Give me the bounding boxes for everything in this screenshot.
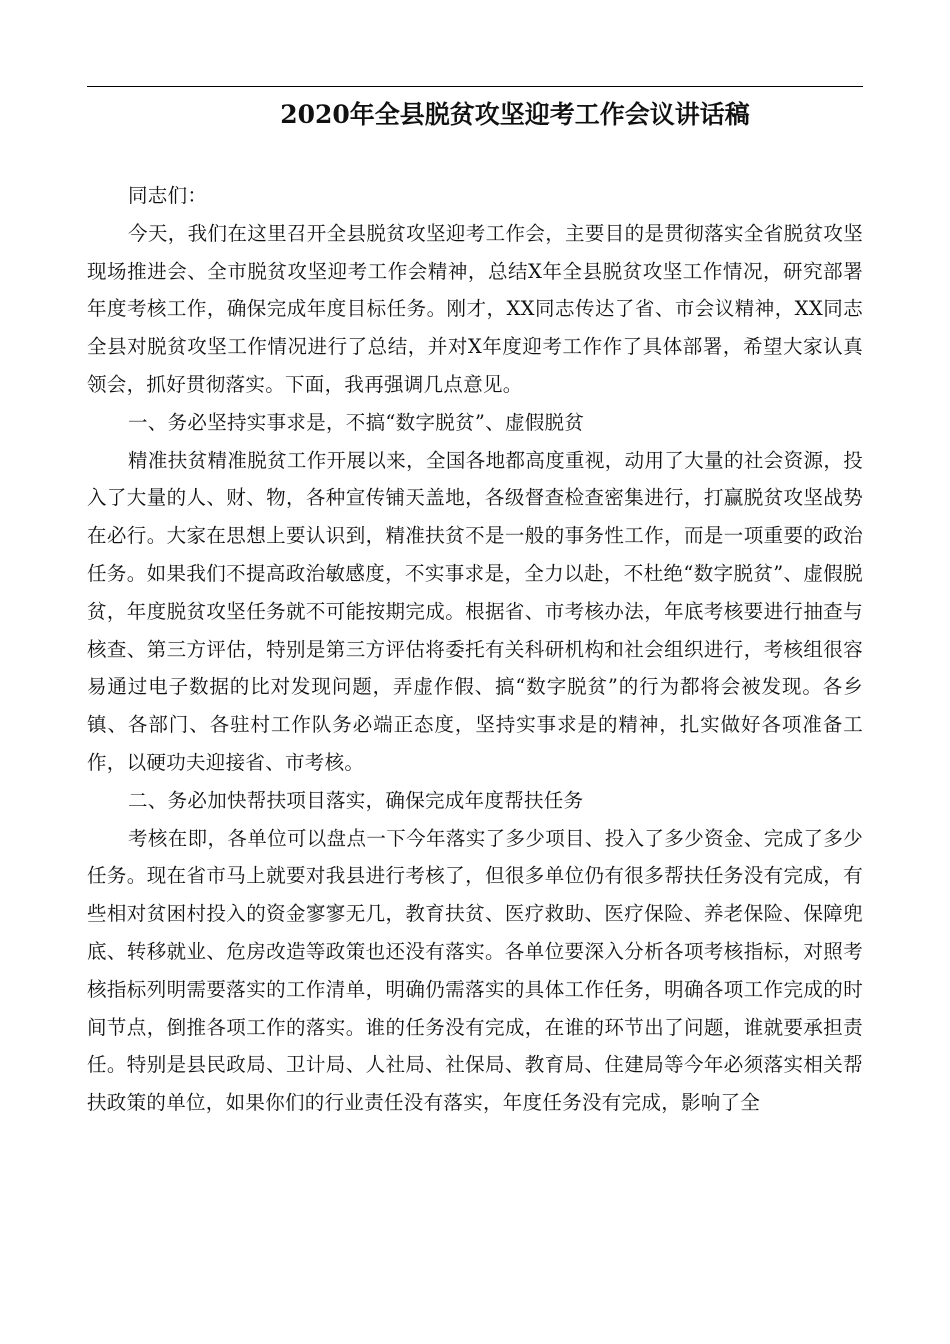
header-rule	[87, 86, 863, 87]
paragraph-section-1: 精准扶贫精准脱贫工作开展以来，全国各地都高度重视，动用了大量的社会资源，投入了大量的人、财、物，各种宣传铺天盖地，各级督查检查密集进行，打赢脱贫攻坚战势在必行。大家在思想上要认识到，精准扶贫不是一般的事务性工作，而是一项重要的政治任务。如果我们不提高政治敏感度，不实事求是，全力以赴，不杜绝“数字脱贫”、虚假脱贫，年度脱贫攻坚任务就不可能按期完成。根据省、市考核办法，年底考核要进行抽查与核查、第三方评估，特别是第三方评估将委托有关科研机构和社会组织进行，考核组很容易通过电子数据的比对发现问题，弄虚作假、搞“数字脱贫”的行为都将会被发现。各乡镇、各部门、各驻村工作队务必端正态度，坚持实事求是的精神，扎实做好各项准备工作，以硬功夫迎接省、市考核。	[87, 448, 863, 774]
salutation: 同志们：	[128, 184, 208, 207]
section-heading-2: 二、务必加快帮扶项目落实，确保完成年度帮扶任务	[128, 788, 584, 812]
document-title: 2020年全县脱贫攻坚迎考工作会议讲话稿	[280, 100, 750, 129]
section-heading-1: 一、务必坚持实事求是，不搞“数字脱贫”、虚假脱贫	[128, 410, 585, 434]
paragraph-section-2: 考核在即，各单位可以盘点一下今年落实了多少项目、投入了多少资金、完成了多少任务。现在省市马上就要对我县进行考核了，但很多单位仍有很多帮扶任务没有完成，有些相对贫困村投入的资金寥寥无几，教育扶贫、医疗救助、医疗保险、养老保险、保障兜底、转移就业、危房改造等政策也还没有落实。各单位要深入分析各项考核指标，对照考核指标列明需要落实的工作清单，明确仍需落实的具体工作任务，明确各项工作完成的时间节点，倒推各项工作的落实。谁的任务没有完成，在谁的环节出了问题，谁就要承担责任。特别是县民政局、卫计局、人社局、社保局、教育局、住建局等今年必须落实相关帮扶政策的单位，如果你们的行业责任没有落实，年度任务没有完成，影响了全	[87, 826, 863, 1115]
paragraph-intro: 今天，我们在这里召开全县脱贫攻坚迎考工作会，主要目的是贯彻落实全省脱贫攻坚现场推进会、全市脱贫攻坚迎考工作会精神，总结X年全县脱贫攻坚工作情况，研究部署年度考核工作，确保完成年度目标任务。刚才，XX同志传达了省、市会议精神，XX同志全县对脱贫攻坚工作情况进行了总结，并对X年度迎考工作作了具体部署，希望大家认真领会，抓好贯彻落实。下面，我再强调几点意见。	[87, 221, 863, 396]
document-body	[87, 177, 863, 1122]
